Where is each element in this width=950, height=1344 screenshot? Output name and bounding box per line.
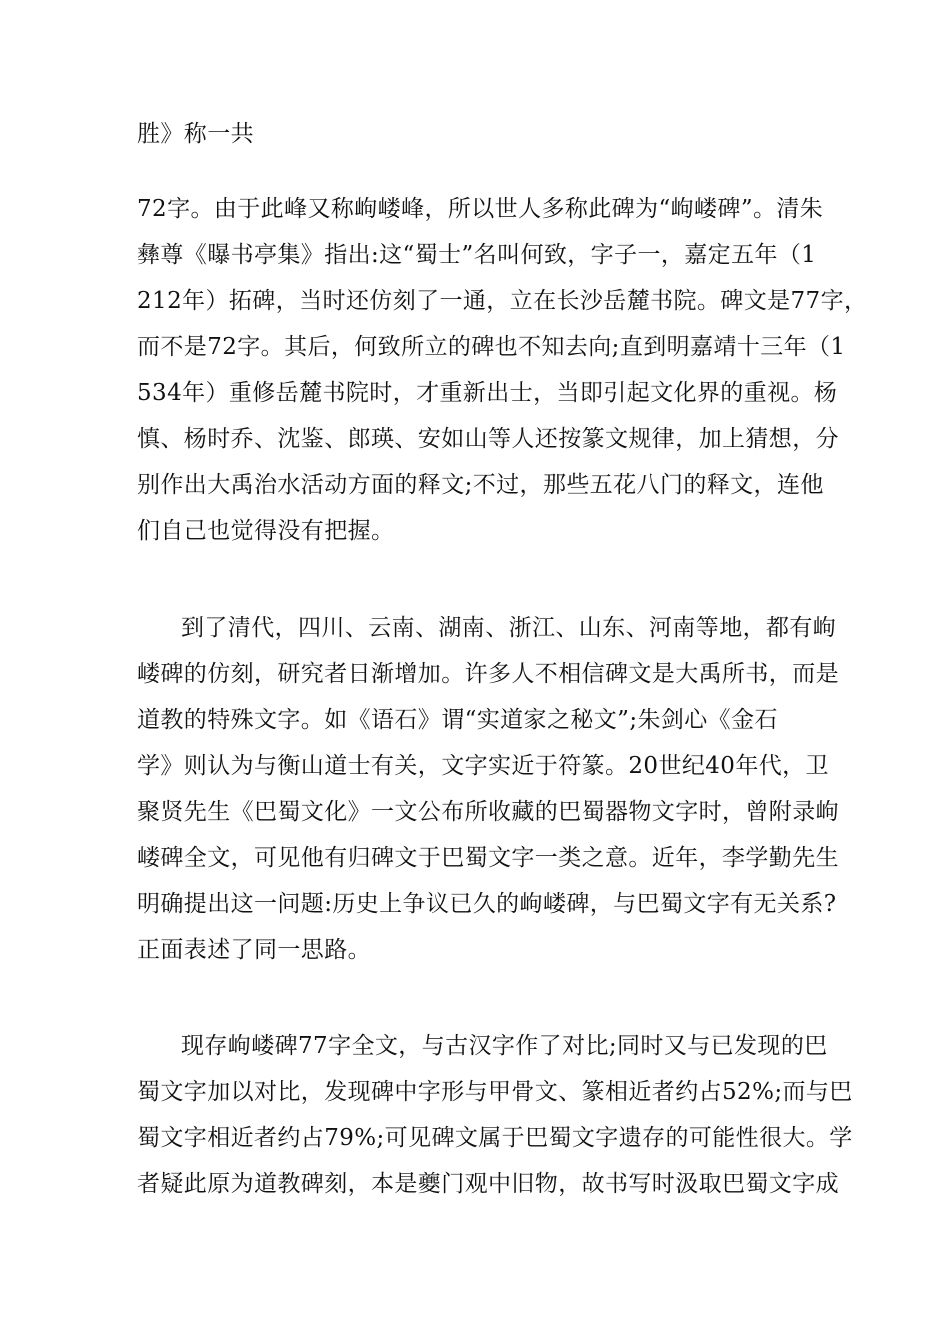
text-line: 彝尊《曝书亭集》指出:这“蜀士”名叫何致，字子一，嘉定五年（1	[137, 242, 817, 268]
text-line: 学》则认为与衡山道士有关，文字实近于符篆。20世纪40年代，卫	[137, 753, 829, 779]
text-line: 别作出大禹治水活动方面的释文;不过，那些五花八门的释文，连他	[137, 472, 824, 498]
text-line: 正面表述了同一思路。	[137, 937, 371, 963]
text-line: 明确提出这一问题:历史上争议已久的岣嵝碑，与巴蜀文字有无关系?	[137, 891, 837, 917]
text-line: 聚贤先生《巴蜀文化》一文公布所收藏的巴蜀器物文字时，曾附录岣	[137, 799, 839, 825]
text-line: 蜀文字加以对比，发现碑中字形与甲骨文、篆相近者约占52%;而与巴	[137, 1079, 853, 1105]
text-line: 嵝碑全文，可见他有归碑文于巴蜀文字一类之意。近年，李学勤先生	[137, 845, 839, 871]
text-line: 们自己也觉得没有把握。	[137, 518, 395, 544]
text-line: 者疑此原为道教碑刻，本是夔门观中旧物，故书写时汲取巴蜀文字成	[137, 1171, 839, 1197]
text-line: 212年）拓碑，当时还仿刻了一通，立在长沙岳麓书院。碑文是77字，	[137, 288, 868, 314]
text-line: 到了清代，四川、云南、湖南、浙江、山东、河南等地，都有岣	[181, 615, 837, 641]
text-line: 534年）重修岳麓书院时，才重新出士，当即引起文化界的重视。杨	[137, 380, 838, 406]
text-line: 蜀文字相近者约占79%;可见碑文属于巴蜀文字遗存的可能性很大。学	[137, 1125, 853, 1151]
text-line: 现存岣嵝碑77字全文，与古汉字作了对比;同时又与已发现的巴	[181, 1033, 828, 1059]
text-line: 而不是72字。其后，何致所立的碑也不知去向;直到明嘉靖十三年（1	[137, 334, 846, 360]
text-line: 慎、杨时乔、沈鉴、郎瑛、安如山等人还按篆文规律，加上猜想，分	[137, 426, 839, 452]
text-line: 72字。由于此峰又称岣嵝峰，所以世人多称此碑为“岣嵝碑”。清朱	[137, 196, 824, 222]
text-line: 胜》称一共	[137, 121, 254, 147]
text-line: 道教的特殊文字。如《语石》谓“实道家之秘文”;朱剑心《金石	[137, 707, 778, 733]
text-line: 嵝碑的仿刻，研究者日渐增加。许多人不相信碑文是大禹所书，而是	[137, 661, 839, 687]
